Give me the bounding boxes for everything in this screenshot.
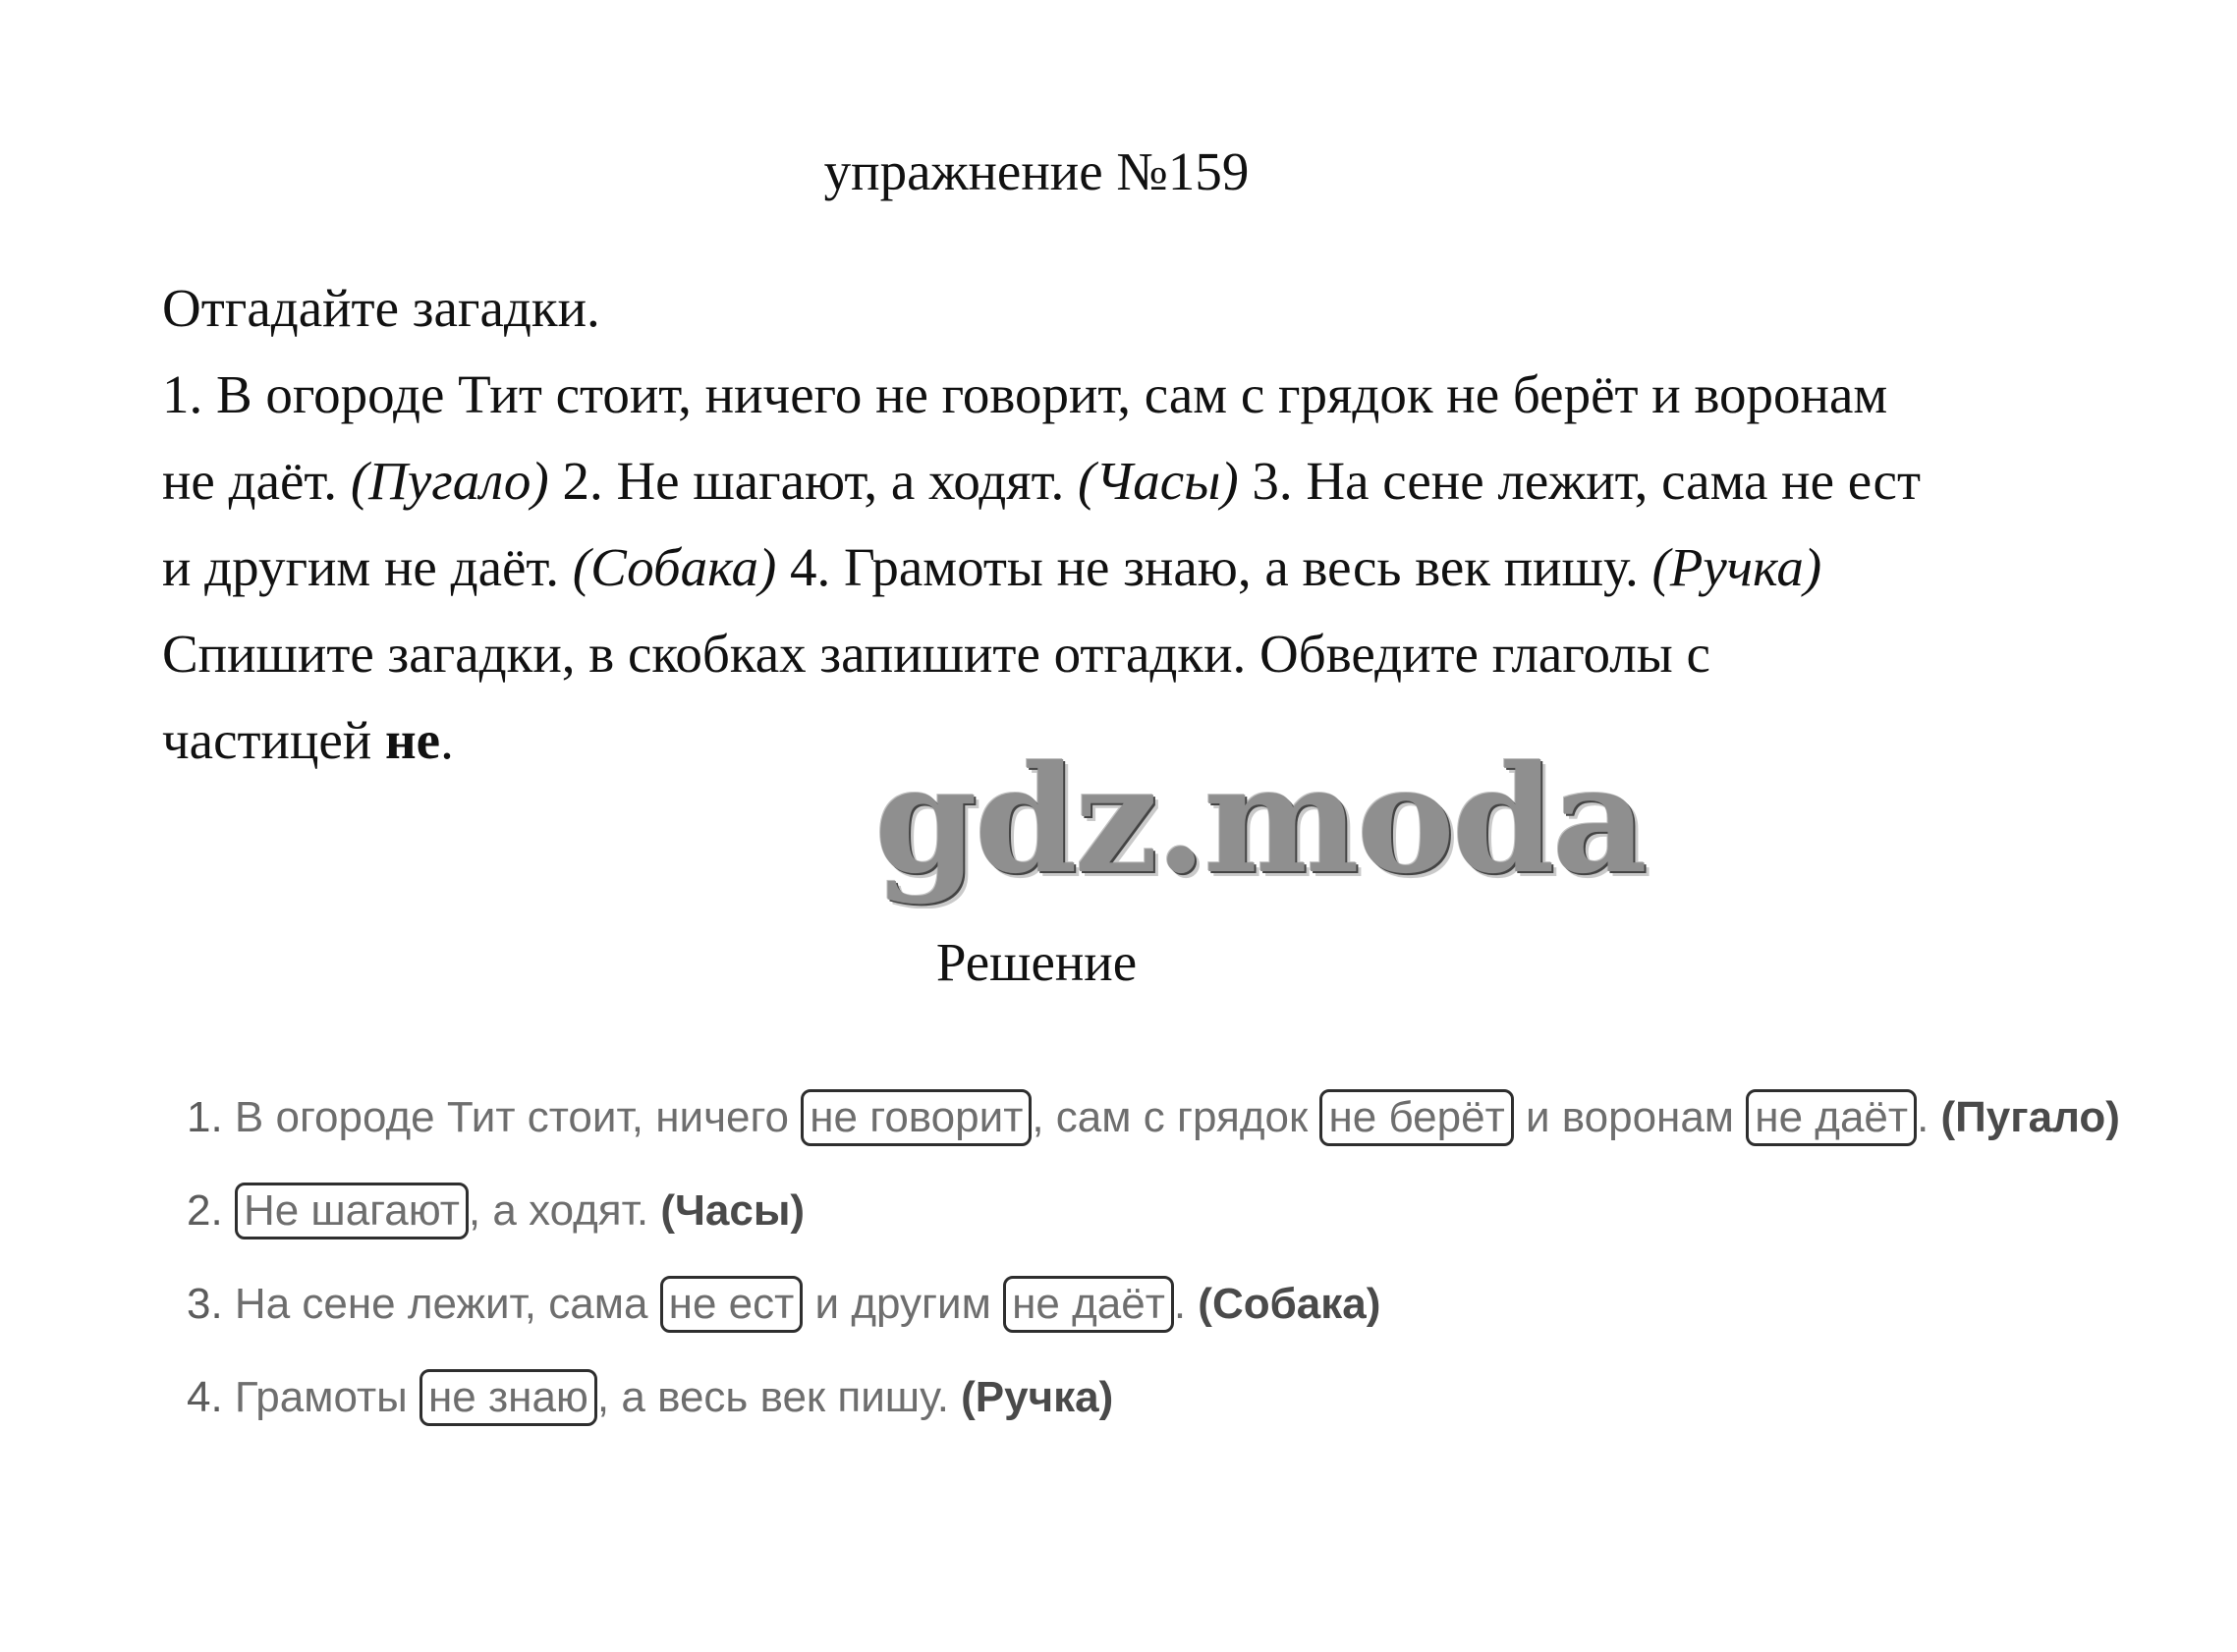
watermark-logo: gdz.moda [874,734,1646,907]
solution-line-number: 2. [187,1186,223,1235]
solution-line-number: 1. [187,1093,223,1141]
solution-text: В огороде Тит стоит, ничего [222,1093,802,1141]
riddle-2-answer: (Часы) [1077,451,1239,511]
solution-line [187,1085,2120,1179]
circled-verb: не говорит [801,1089,1032,1146]
solution-title: Решение [935,932,1138,992]
solution-text: На сене лежит, сама [222,1280,660,1328]
solution-list [187,1085,2120,1459]
circled-verb: Не шагают [235,1183,469,1239]
riddles-paragraph [162,352,1930,611]
solution-text: Грамоты [222,1373,419,1421]
page-title: упражнение №159 [823,141,1250,201]
solution-line-number: 4. [187,1373,223,1421]
riddle-2-text: 2. Не шагают, а ходят. [562,451,1065,511]
solution-text: . [1173,1280,1199,1328]
solution-text: , а весь век пишу. [596,1373,962,1421]
task-text [162,265,1930,784]
solution-text: , сам с грядок [1032,1093,1320,1141]
circled-verb: не ест [660,1276,804,1333]
riddle-answer: (Пугало) [1940,1093,2120,1141]
riddle-3-text: 3. На сене лежит, сама не ест и другим не даёт. [162,451,1921,597]
instruction-bold-word: не [384,710,441,770]
riddle-4-text: 4. Грамоты не знаю, а весь век пишу. [790,537,1639,597]
solution-line [187,1179,2120,1272]
solution-text: , а ходят. [468,1186,661,1235]
solution-line [187,1272,2120,1365]
riddle-answer: (Ручка) [961,1373,1114,1421]
task-heading: Отгадайте загадки. [162,278,600,338]
circled-verb: не знаю [419,1369,597,1426]
riddle-3-answer: (Собака) [572,537,777,597]
solution-line-number: 3. [187,1280,223,1328]
circled-verb: не даёт [1003,1276,1174,1333]
solution-text: . [1917,1093,1941,1141]
solution-line [187,1365,2120,1459]
instruction-end: . [440,710,454,770]
solution-text: и другим [803,1280,1004,1328]
riddle-answer: (Часы) [660,1186,806,1235]
riddle-answer: (Собака) [1198,1280,1381,1328]
circled-verb: не даёт [1746,1089,1917,1146]
riddle-1-text: 1. В огороде Тит стоит, ничего не говорит, сам с грядок не берёт и воронам не даёт. [162,364,1888,511]
riddle-1-answer: (Пугало) [350,451,549,511]
instruction-text: Спишите загадки, в скобках запишите отгадки. Обведите глаголы с частицей [162,624,1710,770]
circled-verb: не берёт [1319,1089,1513,1146]
solution-text: и воронам [1513,1093,1747,1141]
solution-text [223,1186,235,1235]
riddle-4-answer: (Ручка) [1651,537,1822,597]
